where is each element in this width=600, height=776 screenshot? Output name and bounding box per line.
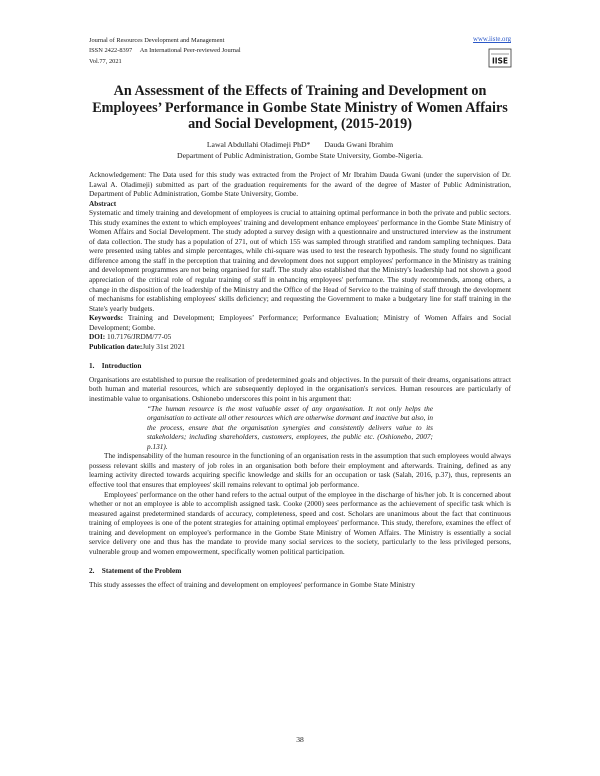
issn-line: ISSN 2422-8397 An International Peer-reviewed Journal — [89, 47, 241, 55]
iiste-logo — [488, 48, 512, 68]
doi: 10.7176/JRDM/77-05 — [105, 332, 172, 342]
keywords-label: Keywords: — [89, 313, 124, 323]
journal-name: Journal of Resources Development and Management — [89, 37, 225, 44]
intro-paragraph-1: Organisations are established to pursue the realisation of predetermined goals and objectives. In the pursuit of their dreams, organisations attract both human and material resources, which are subsequently deployed in the organisation's services. Human resources are particularly of inestimable value to organisations. Oshionebo underscores this point in his argument that: — [89, 374, 511, 404]
abstract-text: Systematic and timely training and development of employees is crucial to attaining optimal performance in both the private and public sectors. This study examines the extent to which employees' training and development enhance employees' performance in the Gombe State Ministry of Women Affairs and Social Development. The study adopted a survey design with a questionnaire and unstructured interview as the instrument of data collection. The study has a population of 271, out of which 155 was sampled through stratified and random sampling techniques. Data were presented using tables and simple percentages, while chi-square was used to test the research hypothesis. The study found no significant difference among the staff in the perception that training and development does not support employees' performance in the Ministry as training and development programmes are not being organised for staff. The study also established that the Ministry's leadership had not shown a good appreciation of the critical role of regular training of staff in enhancing employees' performance. The study recommends, among others, a change in the disposition of the leadership of the Ministry and the Office of the Head of Service to the training of staff through the development of mechanisms for establishing employees' skills deficiency; and requesting the Government to make a budgetary line for staff training in the State's yearly budgets. — [89, 208, 511, 313]
section-2-heading: 2. Statement of the Problem — [89, 566, 182, 576]
section-1-heading: 1. Introduction — [89, 361, 142, 371]
journal-header — [89, 36, 241, 67]
page-number: 38 — [296, 735, 304, 744]
journal-website-link[interactable]: www.iiste.org — [473, 36, 511, 43]
pubdate: July 31st 2021 — [142, 341, 185, 351]
author-2: Dauda Gwani Ibrahim — [324, 140, 394, 149]
doi-line — [89, 332, 511, 342]
acknowledgement: Acknowledgement: The Data used for this study was extracted from the Project of Mr Ibrahim Dauda Gwani (under the supervision of Dr. Lawal A. Oladimeji) submitted as part of the graduation requirements for the award of the degree of Master of Public Administration, Department of Public Administration, Gombe State University, Gombe. — [89, 170, 511, 199]
problem-paragraph-1: This study assesses the effect of training and development on employees' performance in Gombe State Ministry — [89, 579, 416, 589]
pubdate-line — [89, 342, 511, 352]
volume: Vol.77, 2021 — [89, 57, 122, 65]
intro-paragraph-3: Employees' performance on the other hand refers to the actual output of the employee in the discharge of his/her job. It is concerned about whether or not an employee is able to accomplish assigned task. Cooke (2000) sees performance as the achievement of specific task which is measured against predetermined standards of accuracy, completeness, speed and cost. Scholars are unanimous about the fact that continuous training of employees is one of the potent strategies for attaining optimal employees' performance. This study, therefore, examines the effect of training and development on employee's performance in the Gombe State Ministry of Women Affairs. The Ministry is essentially a social service delivery one and thus has the mandate to provide many social services to the society, particularly to the less privileged persons, vulnerable group and women empowerment, specifically women political participation. — [89, 489, 511, 556]
pubdate-label: Publication date: — [89, 341, 143, 351]
intro-paragraph-2: The indispensability of the human resource in the functioning of an organisation rests in the assumption that such employees would always possess relevant skills and mastery of job roles in an organisation both before their employment and afterwards. Training, defined as any learning activity directed towards acquiring specific knowledge and skills for an occupation or task (Salah, 2016, p.37), thus, represents an effective tool that ensures that employees' skill remains relevant to optimal job performance. — [89, 451, 511, 489]
authors-block — [90, 139, 510, 161]
blockquote: “The human resource is the most valuable asset of any organisation. It not only helps the organisation to activate all other resources which are otherwise dormant and inactive but also, in the process, ensure that the organisation synergies and consistently delivers value to its stakeholders; including shareholders, customers, employees, the public etc. (Oshionebo, 2007; p.131). — [147, 403, 433, 451]
doi-label: DOI: — [89, 332, 106, 342]
affiliation: Department of Public Administration, Gombe State University, Gombe-Nigeria. — [177, 151, 423, 160]
abstract-heading: Abstract — [89, 198, 117, 208]
keywords-line — [89, 313, 511, 332]
keywords: Training and Development; Employees’ Performance; Performance Evaluation; Ministry of Women Affairs and Social Development; Gombe. — [89, 313, 511, 332]
paper-title: An Assessment of the Effects of Training and Development on Employees’ Performance in Gombe State Ministry of Women Affairs and Social Development, (2015-2019) — [92, 83, 508, 133]
paper-body — [89, 170, 511, 589]
author-1: Lawal Abdullahi Oladimeji PhD* — [206, 140, 311, 149]
logo-text: IISE — [491, 56, 509, 66]
